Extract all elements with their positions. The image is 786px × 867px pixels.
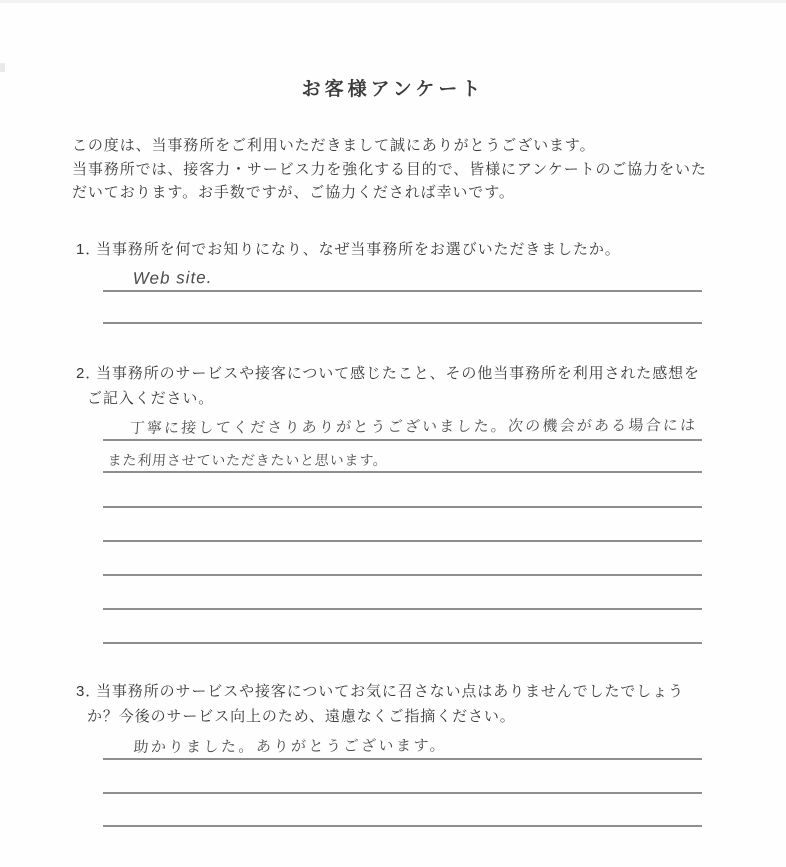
handwritten-answer-q2-line1: 丁寧に接してくださりありがとうございました。次の機会がある場合には <box>129 417 698 437</box>
answer-line <box>103 578 702 610</box>
answer-line <box>103 441 702 473</box>
handwritten-answer-q1: Web site. <box>132 267 213 289</box>
intro-line: 当事務所では、接客力・サービス力を強化する目的で、皆様にアンケートのご協力をいた <box>72 160 707 178</box>
scan-artifact <box>0 63 5 72</box>
answer-line <box>103 476 702 508</box>
answer-line <box>103 612 702 644</box>
intro-line: だいております。お手数ですが、ご協力くだされば幸いです。 <box>72 184 515 201</box>
question-2-heading <box>76 362 736 383</box>
question-2-number: 2． <box>76 365 102 382</box>
intro-line: この度は、当事務所をご利用いただきまして誠にありがとうございます。 <box>72 137 596 154</box>
handwritten-answer-q2-line2: また利用させていただきたいと思います。 <box>107 452 389 468</box>
answer-line <box>103 510 702 542</box>
scan-top-edge <box>0 0 786 3</box>
question-3-text: 当事務所のサービスや接客についてお気に召さない点はありませんでしたでしょう <box>96 683 685 700</box>
answer-line <box>103 292 702 324</box>
question-1-text: 当事務所を何でお知りになり、なぜ当事務所をお選びいただきましたか。 <box>96 241 621 258</box>
question-2-text-continued: ご記入ください。 <box>87 390 215 407</box>
answer-line <box>103 260 702 292</box>
question-3-heading <box>76 680 736 701</box>
answer-line <box>103 544 702 576</box>
question-3-number: 3． <box>76 683 102 700</box>
answer-line <box>103 762 702 794</box>
intro-paragraph <box>72 134 732 205</box>
answer-line <box>103 728 702 760</box>
question-1-heading <box>76 238 736 259</box>
answer-line <box>103 795 702 827</box>
question-2-text: 当事務所のサービスや接客について感じたこと、その他当事務所を利用された感想を <box>96 365 700 382</box>
question-3-text-continued: か？今後のサービス向上のため、遠慮なくご指摘ください。 <box>87 708 516 725</box>
page-title: お客様アンケート <box>301 79 485 100</box>
answer-line <box>103 409 702 441</box>
question-1-number: 1． <box>76 241 102 258</box>
handwritten-answer-q3: 助かりました。ありがとうございます。 <box>133 737 448 756</box>
